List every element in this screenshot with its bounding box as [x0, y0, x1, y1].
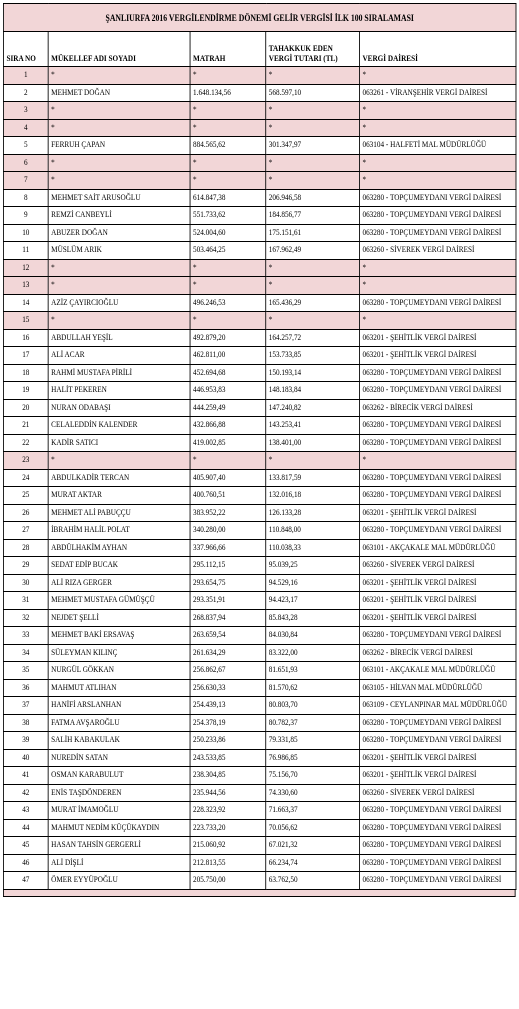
cell-sira-no: 19 — [3, 382, 48, 400]
cell-tahakkuk: 63.762,50 — [266, 872, 360, 890]
cell-mukellef: NURGÜL GÖKKAN — [48, 662, 190, 680]
cell-tahakkuk: 81.651,93 — [266, 662, 360, 680]
cell-matrah: 452.694,68 — [190, 364, 266, 382]
header-mukellef: MÜKELLEF ADI SOYADI — [48, 32, 190, 67]
cell-matrah: 228.323,92 — [190, 802, 266, 820]
cell-matrah: 293.654,75 — [190, 574, 266, 592]
table-row — [3, 189, 516, 207]
table-row — [3, 452, 516, 470]
cell-matrah: 293.351,91 — [190, 592, 266, 610]
cell-sira-no: 22 — [3, 434, 48, 452]
cell-sira-no: 23 — [3, 452, 48, 470]
table-row — [3, 347, 516, 365]
cell-mukellef: ALİ DİŞLİ — [48, 854, 190, 872]
cell-tahakkuk: 80.803,70 — [266, 697, 360, 715]
table-row — [3, 819, 516, 837]
table-row — [3, 644, 516, 662]
cell-tahakkuk: 138.401,00 — [266, 434, 360, 452]
cell-vergi-dairesi: * — [359, 312, 516, 330]
cell-vergi-dairesi: 063101 - AKÇAKALE MAL MÜDÜRLÜĞÜ — [359, 662, 516, 680]
cell-mukellef: ABUZER DOĞAN — [48, 224, 190, 242]
cell-vergi-dairesi: 063260 - SİVEREK VERGİ DAİRESİ — [359, 784, 516, 802]
header-matrah: MATRAH — [190, 32, 266, 67]
table-row — [3, 714, 516, 732]
cell-sira-no: 41 — [3, 767, 48, 785]
cell-sira-no: 26 — [3, 504, 48, 522]
table-row — [3, 574, 516, 592]
cell-mukellef: * — [48, 119, 190, 137]
cell-vergi-dairesi: 063280 - TOPÇUMEYDANI VERGİ DAİRESİ — [359, 854, 516, 872]
table-row — [3, 277, 516, 295]
cell-matrah: 1.648.134,56 — [190, 84, 266, 102]
table-row — [3, 487, 516, 505]
cell-sira-no: 30 — [3, 574, 48, 592]
cell-mukellef: ABDULKADİR TERCAN — [48, 469, 190, 487]
cell-matrah: 405.907,40 — [190, 469, 266, 487]
cell-mukellef: * — [48, 154, 190, 172]
table-row — [3, 312, 516, 330]
cell-matrah: 496.246,53 — [190, 294, 266, 312]
cell-matrah: 446.953,83 — [190, 382, 266, 400]
cell-sira-no: 35 — [3, 662, 48, 680]
cell-mukellef: CELALEDDİN KALENDER — [48, 417, 190, 435]
cell-matrah: 235.944,56 — [190, 784, 266, 802]
cell-matrah: 268.837,94 — [190, 609, 266, 627]
cell-mukellef: * — [48, 277, 190, 295]
header-vergi-dairesi: VERGİ DAİRESİ — [359, 32, 516, 67]
cell-sira-no: 42 — [3, 784, 48, 802]
cell-sira-no: 25 — [3, 487, 48, 505]
cell-matrah: * — [190, 452, 266, 470]
table-row — [3, 504, 516, 522]
cell-tahakkuk: 95.039,25 — [266, 557, 360, 575]
cell-mukellef: SALİH KABAKULAK — [48, 732, 190, 750]
cell-vergi-dairesi: 063262 - BİRECİK VERGİ DAİRESİ — [359, 399, 516, 417]
cell-sira-no: 1 — [3, 67, 48, 85]
cell-tahakkuk: 148.183,84 — [266, 382, 360, 400]
cell-mukellef: REMZİ CANBEYLİ — [48, 207, 190, 225]
table-title: ŞANLIURFA 2016 VERGİLENDİRME DÖNEMİ GELİR VERGİSİ İLK 100 SIRALAMASI — [3, 4, 516, 32]
cell-sira-no: 37 — [3, 697, 48, 715]
cell-tahakkuk: 85.843,28 — [266, 609, 360, 627]
cell-mukellef: FATMA AVŞAROĞLU — [48, 714, 190, 732]
cell-mukellef: MAHMUT ATLIHAN — [48, 679, 190, 697]
cell-tahakkuk: * — [266, 172, 360, 190]
cell-mukellef: * — [48, 172, 190, 190]
table-row — [3, 259, 516, 277]
cell-sira-no: 9 — [3, 207, 48, 225]
next-row-strip — [3, 890, 516, 897]
cell-sira-no: 40 — [3, 749, 48, 767]
cell-tahakkuk: 74.330,60 — [266, 784, 360, 802]
cell-vergi-dairesi: * — [359, 67, 516, 85]
document-page — [3, 3, 508, 897]
cell-vergi-dairesi: 063262 - BİRECİK VERGİ DAİRESİ — [359, 644, 516, 662]
cell-tahakkuk: 167.962,49 — [266, 242, 360, 260]
cell-mukellef: SÜLEYMAN KILINÇ — [48, 644, 190, 662]
table-body — [3, 67, 516, 890]
cell-sira-no: 13 — [3, 277, 48, 295]
cell-matrah: 215.060,92 — [190, 837, 266, 855]
table-row — [3, 784, 516, 802]
cell-tahakkuk: 66.234,74 — [266, 854, 360, 872]
cell-matrah: 254.439,13 — [190, 697, 266, 715]
table-row — [3, 154, 516, 172]
table-row — [3, 364, 516, 382]
table-row — [3, 84, 516, 102]
cell-tahakkuk: 301.347,97 — [266, 137, 360, 155]
table-row — [3, 207, 516, 225]
cell-vergi-dairesi: 063280 - TOPÇUMEYDANI VERGİ DAİRESİ — [359, 802, 516, 820]
cell-mukellef: NEJDET ŞELLİ — [48, 609, 190, 627]
cell-vergi-dairesi: 063104 - HALFETİ MAL MÜDÜRLÜĞÜ — [359, 137, 516, 155]
cell-mukellef: MEHMET BAKİ ERSAVAŞ — [48, 627, 190, 645]
cell-vergi-dairesi: 063260 - SİVEREK VERGİ DAİRESİ — [359, 242, 516, 260]
cell-vergi-dairesi: 063280 - TOPÇUMEYDANI VERGİ DAİRESİ — [359, 207, 516, 225]
cell-sira-no: 6 — [3, 154, 48, 172]
cell-matrah: 205.750,00 — [190, 872, 266, 890]
cell-matrah: 383.952,22 — [190, 504, 266, 522]
cell-mukellef: MEHMET SAİT ARUSOĞLU — [48, 189, 190, 207]
cell-matrah: 295.112,15 — [190, 557, 266, 575]
cell-tahakkuk: 568.597,10 — [266, 84, 360, 102]
cell-sira-no: 20 — [3, 399, 48, 417]
cell-vergi-dairesi: * — [359, 102, 516, 120]
cell-vergi-dairesi: * — [359, 452, 516, 470]
cell-mukellef: MEHMET MUSTAFA GÜMÜŞÇÜ — [48, 592, 190, 610]
cell-matrah: 884.565,62 — [190, 137, 266, 155]
cell-matrah: 462.811,00 — [190, 347, 266, 365]
cell-tahakkuk: * — [266, 312, 360, 330]
header-row — [3, 32, 516, 67]
cell-mukellef: MURAT AKTAR — [48, 487, 190, 505]
table-row — [3, 697, 516, 715]
tax-ranking-table — [3, 3, 516, 890]
cell-tahakkuk: * — [266, 277, 360, 295]
cell-tahakkuk: 126.133,28 — [266, 504, 360, 522]
cell-tahakkuk: 133.817,59 — [266, 469, 360, 487]
table-row — [3, 67, 516, 85]
table-row — [3, 172, 516, 190]
cell-tahakkuk: * — [266, 119, 360, 137]
cell-vergi-dairesi: * — [359, 259, 516, 277]
cell-sira-no: 5 — [3, 137, 48, 155]
cell-sira-no: 14 — [3, 294, 48, 312]
cell-mukellef: KADİR SATICI — [48, 434, 190, 452]
cell-matrah: 337.966,66 — [190, 539, 266, 557]
table-row — [3, 102, 516, 120]
cell-mukellef: ALİ ACAR — [48, 347, 190, 365]
cell-mukellef: MEHMET DOĞAN — [48, 84, 190, 102]
cell-sira-no: 43 — [3, 802, 48, 820]
cell-mukellef: MAHMUT NEDİM KÜÇÜKAYDIN — [48, 819, 190, 837]
table-row — [3, 242, 516, 260]
cell-sira-no: 8 — [3, 189, 48, 207]
header-tahakkuk: TAHAKKUK EDEN VERGİ TUTARI (TL) — [266, 32, 360, 67]
table-row — [3, 382, 516, 400]
cell-sira-no: 17 — [3, 347, 48, 365]
cell-tahakkuk: 132.016,18 — [266, 487, 360, 505]
cell-vergi-dairesi: 063201 - ŞEHİTLİK VERGİ DAİRESİ — [359, 347, 516, 365]
table-row — [3, 872, 516, 890]
cell-mukellef: ÖMER EYYÜPOĞLU — [48, 872, 190, 890]
cell-tahakkuk: * — [266, 102, 360, 120]
cell-matrah: 254.378,19 — [190, 714, 266, 732]
cell-vergi-dairesi: 063201 - ŞEHİTLİK VERGİ DAİRESİ — [359, 574, 516, 592]
table-row — [3, 294, 516, 312]
cell-vergi-dairesi: 063280 - TOPÇUMEYDANI VERGİ DAİRESİ — [359, 732, 516, 750]
cell-mukellef: HANİFİ ARSLANHAN — [48, 697, 190, 715]
cell-vergi-dairesi: 063201 - ŞEHİTLİK VERGİ DAİRESİ — [359, 749, 516, 767]
cell-vergi-dairesi: 063261 - VİRANŞEHİR VERGİ DAİRESİ — [359, 84, 516, 102]
cell-vergi-dairesi: * — [359, 154, 516, 172]
cell-tahakkuk: * — [266, 154, 360, 172]
cell-matrah: 238.304,85 — [190, 767, 266, 785]
cell-mukellef: MURAT İMAMOĞLU — [48, 802, 190, 820]
cell-mukellef: RAHMİ MUSTAFA PİRİLİ — [48, 364, 190, 382]
cell-tahakkuk: 94.423,17 — [266, 592, 360, 610]
cell-mukellef: * — [48, 67, 190, 85]
cell-vergi-dairesi: 063280 - TOPÇUMEYDANI VERGİ DAİRESİ — [359, 469, 516, 487]
cell-tahakkuk: 75.156,70 — [266, 767, 360, 785]
table-row — [3, 434, 516, 452]
cell-mukellef: * — [48, 312, 190, 330]
cell-sira-no: 11 — [3, 242, 48, 260]
cell-sira-no: 7 — [3, 172, 48, 190]
table-row — [3, 662, 516, 680]
cell-sira-no: 2 — [3, 84, 48, 102]
cell-sira-no: 21 — [3, 417, 48, 435]
cell-vergi-dairesi: 063280 - TOPÇUMEYDANI VERGİ DAİRESİ — [359, 224, 516, 242]
cell-vergi-dairesi: * — [359, 172, 516, 190]
table-row — [3, 802, 516, 820]
cell-sira-no: 33 — [3, 627, 48, 645]
cell-sira-no: 36 — [3, 679, 48, 697]
table-row — [3, 557, 516, 575]
cell-vergi-dairesi: 063280 - TOPÇUMEYDANI VERGİ DAİRESİ — [359, 872, 516, 890]
cell-matrah: 432.866,88 — [190, 417, 266, 435]
table-row — [3, 732, 516, 750]
cell-mukellef: MEHMET ALİ PABUÇÇU — [48, 504, 190, 522]
cell-sira-no: 4 — [3, 119, 48, 137]
table-row — [3, 137, 516, 155]
table-row — [3, 539, 516, 557]
cell-matrah: 551.733,62 — [190, 207, 266, 225]
table-row — [3, 329, 516, 347]
cell-matrah: 503.464,25 — [190, 242, 266, 260]
cell-mukellef: NUREDİN SATAN — [48, 749, 190, 767]
cell-mukellef: SEDAT EDİP BUCAK — [48, 557, 190, 575]
cell-matrah: 256.630,33 — [190, 679, 266, 697]
cell-matrah: * — [190, 154, 266, 172]
cell-sira-no: 31 — [3, 592, 48, 610]
cell-tahakkuk: 79.331,85 — [266, 732, 360, 750]
table-row — [3, 399, 516, 417]
cell-tahakkuk: 84.030,84 — [266, 627, 360, 645]
cell-matrah: 419.002,85 — [190, 434, 266, 452]
cell-matrah: 444.259,49 — [190, 399, 266, 417]
cell-sira-no: 16 — [3, 329, 48, 347]
cell-mukellef: OSMAN KARABULUT — [48, 767, 190, 785]
cell-mukellef: FERRUH ÇAPAN — [48, 137, 190, 155]
table-row — [3, 749, 516, 767]
table-row — [3, 522, 516, 540]
cell-tahakkuk: 70.056,62 — [266, 819, 360, 837]
cell-vergi-dairesi: 063280 - TOPÇUMEYDANI VERGİ DAİRESİ — [359, 434, 516, 452]
cell-vergi-dairesi: 063280 - TOPÇUMEYDANI VERGİ DAİRESİ — [359, 627, 516, 645]
cell-tahakkuk: 175.151,61 — [266, 224, 360, 242]
cell-mukellef: ABDULLAH YEŞİL — [48, 329, 190, 347]
cell-matrah: 243.533,85 — [190, 749, 266, 767]
cell-tahakkuk: 67.021,32 — [266, 837, 360, 855]
cell-mukellef: ABDÜLHAKİM AYHAN — [48, 539, 190, 557]
cell-sira-no: 34 — [3, 644, 48, 662]
cell-sira-no: 10 — [3, 224, 48, 242]
table-row — [3, 767, 516, 785]
cell-mukellef: İBRAHİM HALİL POLAT — [48, 522, 190, 540]
cell-tahakkuk: 71.663,37 — [266, 802, 360, 820]
cell-tahakkuk: * — [266, 452, 360, 470]
cell-mukellef: * — [48, 102, 190, 120]
cell-mukellef: ENİS TAŞDÖNDEREN — [48, 784, 190, 802]
table-row — [3, 469, 516, 487]
cell-sira-no: 15 — [3, 312, 48, 330]
cell-vergi-dairesi: 063260 - SİVEREK VERGİ DAİRESİ — [359, 557, 516, 575]
cell-sira-no: 44 — [3, 819, 48, 837]
cell-tahakkuk: 184.856,77 — [266, 207, 360, 225]
cell-sira-no: 28 — [3, 539, 48, 557]
cell-matrah: 524.004,60 — [190, 224, 266, 242]
cell-sira-no: 27 — [3, 522, 48, 540]
cell-matrah: 492.879,20 — [190, 329, 266, 347]
cell-matrah: 614.847,38 — [190, 189, 266, 207]
cell-matrah: 212.813,55 — [190, 854, 266, 872]
cell-tahakkuk: 76.986,85 — [266, 749, 360, 767]
cell-matrah: 250.233,86 — [190, 732, 266, 750]
header-sira-no: SIRA NO — [3, 32, 48, 67]
cell-sira-no: 12 — [3, 259, 48, 277]
cell-mukellef: * — [48, 259, 190, 277]
table-row — [3, 627, 516, 645]
cell-vergi-dairesi: 063280 - TOPÇUMEYDANI VERGİ DAİRESİ — [359, 819, 516, 837]
cell-vergi-dairesi: 063280 - TOPÇUMEYDANI VERGİ DAİRESİ — [359, 189, 516, 207]
cell-tahakkuk: 165.436,29 — [266, 294, 360, 312]
cell-vergi-dairesi: 063109 - CEYLANPINAR MAL MÜDÜRLÜĞÜ — [359, 697, 516, 715]
cell-sira-no: 3 — [3, 102, 48, 120]
cell-mukellef: HASAN TAHSİN GERGERLİ — [48, 837, 190, 855]
cell-vergi-dairesi: 063280 - TOPÇUMEYDANI VERGİ DAİRESİ — [359, 417, 516, 435]
cell-sira-no: 38 — [3, 714, 48, 732]
cell-mukellef: AZİZ ÇAYIRCIOĞLU — [48, 294, 190, 312]
cell-matrah: 256.862,67 — [190, 662, 266, 680]
cell-matrah: 340.280,00 — [190, 522, 266, 540]
cell-vergi-dairesi: 063280 - TOPÇUMEYDANI VERGİ DAİRESİ — [359, 294, 516, 312]
cell-matrah: * — [190, 312, 266, 330]
cell-vergi-dairesi: 063201 - ŞEHİTLİK VERGİ DAİRESİ — [359, 329, 516, 347]
cell-vergi-dairesi: 063280 - TOPÇUMEYDANI VERGİ DAİRESİ — [359, 714, 516, 732]
cell-tahakkuk: 147.240,82 — [266, 399, 360, 417]
cell-matrah: * — [190, 259, 266, 277]
table-row — [3, 592, 516, 610]
cell-tahakkuk: 83.322,00 — [266, 644, 360, 662]
cell-mukellef: ALİ RIZA GERGER — [48, 574, 190, 592]
cell-sira-no: 18 — [3, 364, 48, 382]
cell-tahakkuk: 206.946,58 — [266, 189, 360, 207]
cell-vergi-dairesi: 063105 - HİLVAN MAL MÜDÜRLÜĞÜ — [359, 679, 516, 697]
cell-mukellef: NURAN ODABAŞI — [48, 399, 190, 417]
cell-tahakkuk: * — [266, 67, 360, 85]
cell-tahakkuk: 153.733,85 — [266, 347, 360, 365]
cell-vergi-dairesi: 063201 - ŞEHİTLİK VERGİ DAİRESİ — [359, 504, 516, 522]
cell-vergi-dairesi: 063201 - ŞEHİTLİK VERGİ DAİRESİ — [359, 592, 516, 610]
cell-tahakkuk: * — [266, 259, 360, 277]
cell-matrah: * — [190, 277, 266, 295]
cell-matrah: 223.733,20 — [190, 819, 266, 837]
table-row — [3, 224, 516, 242]
cell-mukellef: MÜSLÜM ARIK — [48, 242, 190, 260]
table-row — [3, 679, 516, 697]
cell-tahakkuk: 81.570,62 — [266, 679, 360, 697]
cell-sira-no: 39 — [3, 732, 48, 750]
cell-matrah: * — [190, 119, 266, 137]
cell-vergi-dairesi: 063280 - TOPÇUMEYDANI VERGİ DAİRESİ — [359, 487, 516, 505]
cell-sira-no: 45 — [3, 837, 48, 855]
cell-tahakkuk: 143.253,41 — [266, 417, 360, 435]
cell-tahakkuk: 80.782,37 — [266, 714, 360, 732]
cell-vergi-dairesi: * — [359, 119, 516, 137]
cell-vergi-dairesi: 063280 - TOPÇUMEYDANI VERGİ DAİRESİ — [359, 837, 516, 855]
cell-sira-no: 32 — [3, 609, 48, 627]
cell-matrah: 400.760,51 — [190, 487, 266, 505]
table-row — [3, 854, 516, 872]
cell-vergi-dairesi: 063280 - TOPÇUMEYDANI VERGİ DAİRESİ — [359, 382, 516, 400]
cell-matrah: * — [190, 102, 266, 120]
cell-sira-no: 47 — [3, 872, 48, 890]
cell-mukellef: HALİT PEKEREN — [48, 382, 190, 400]
cell-tahakkuk: 110.038,33 — [266, 539, 360, 557]
table-row — [3, 417, 516, 435]
cell-vergi-dairesi: 063280 - TOPÇUMEYDANI VERGİ DAİRESİ — [359, 364, 516, 382]
cell-matrah: 263.659,54 — [190, 627, 266, 645]
cell-tahakkuk: 110.848,00 — [266, 522, 360, 540]
cell-mukellef: * — [48, 452, 190, 470]
cell-vergi-dairesi: 063280 - TOPÇUMEYDANI VERGİ DAİRESİ — [359, 522, 516, 540]
cell-vergi-dairesi: 063101 - AKÇAKALE MAL MÜDÜRLÜĞÜ — [359, 539, 516, 557]
cell-sira-no: 29 — [3, 557, 48, 575]
table-row — [3, 119, 516, 137]
table-row — [3, 609, 516, 627]
cell-matrah: * — [190, 67, 266, 85]
cell-sira-no: 46 — [3, 854, 48, 872]
cell-matrah: 261.634,29 — [190, 644, 266, 662]
cell-matrah: * — [190, 172, 266, 190]
cell-tahakkuk: 150.193,14 — [266, 364, 360, 382]
cell-vergi-dairesi: * — [359, 277, 516, 295]
cell-tahakkuk: 164.257,72 — [266, 329, 360, 347]
cell-vergi-dairesi: 063201 - ŞEHİTLİK VERGİ DAİRESİ — [359, 609, 516, 627]
table-row — [3, 837, 516, 855]
cell-vergi-dairesi: 063201 - ŞEHİTLİK VERGİ DAİRESİ — [359, 767, 516, 785]
cell-sira-no: 24 — [3, 469, 48, 487]
cell-tahakkuk: 94.529,16 — [266, 574, 360, 592]
